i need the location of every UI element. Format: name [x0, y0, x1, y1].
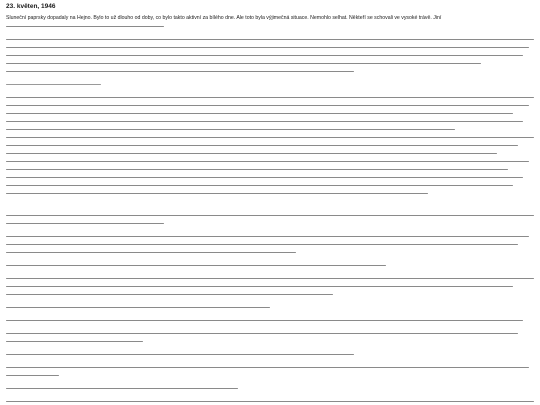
paragraph-line: [6, 109, 513, 117]
paragraph-line: [6, 248, 296, 256]
paragraph-line: [6, 240, 518, 248]
paragraph-line: [6, 189, 428, 197]
paragraph-line: [6, 350, 354, 358]
paragraph: [6, 211, 534, 227]
paragraph-line: [6, 219, 164, 227]
paragraph-line: [6, 35, 534, 43]
paragraph-line: [6, 274, 534, 282]
paragraph-line: [6, 157, 529, 165]
paragraph-line: [6, 101, 529, 109]
paragraph-line: [6, 371, 59, 379]
paragraph-line: [6, 141, 518, 149]
paragraph-line: [6, 363, 529, 371]
paragraph-line: [6, 173, 523, 181]
document-heading: 23. květen, 1946: [6, 3, 56, 10]
paragraph-line: [6, 133, 534, 141]
paragraph-line: [6, 329, 518, 337]
paragraph-line: Sluneční paprsky dopadaly na Hejno. Bylo to už dlouho od doby, co bylo takto aktivní za bílého dne. Ale toto byla výjimečná situace. Nemohlo selhat. Někteří se schovali ve vysoké trávě. Jiní: [6, 15, 442, 21]
paragraph-line: [6, 125, 455, 133]
section-break: [6, 202, 534, 211]
document-body: [6, 14, 534, 405]
paragraph-line: [6, 261, 386, 269]
paragraph-line: [6, 117, 523, 125]
paragraph-line: [6, 181, 513, 189]
paragraph-line: [6, 290, 333, 298]
paragraph-line: [6, 211, 534, 219]
paragraph: [6, 261, 534, 269]
paragraph: [6, 274, 534, 298]
paragraph-line: [6, 43, 529, 51]
paragraph-line: [6, 22, 164, 30]
paragraph: [6, 363, 534, 379]
paragraph: [6, 14, 534, 30]
paragraph-line: [6, 316, 523, 324]
paragraph: [6, 80, 534, 88]
paragraph: [6, 35, 534, 75]
paragraph: [6, 93, 534, 197]
paragraph-line: [6, 80, 101, 88]
paragraph: [6, 397, 534, 405]
paragraph: [6, 232, 534, 256]
paragraph-line: [6, 165, 508, 173]
paragraph-line: [6, 59, 481, 67]
paragraph-line: [6, 397, 534, 405]
paragraph-line: [6, 303, 270, 311]
paragraph-line: [6, 51, 523, 59]
paragraph-line: [6, 93, 534, 101]
paragraph: [6, 303, 534, 311]
paragraph-line: [6, 149, 497, 157]
paragraph-line: [6, 67, 354, 75]
paragraph-line: [6, 282, 513, 290]
paragraph: [6, 316, 534, 324]
paragraph-line: [6, 337, 143, 345]
paragraph: [6, 384, 534, 392]
paragraph-line: [6, 384, 238, 392]
paragraph: [6, 350, 534, 358]
paragraph-line: [6, 232, 529, 240]
paragraph: [6, 329, 534, 345]
